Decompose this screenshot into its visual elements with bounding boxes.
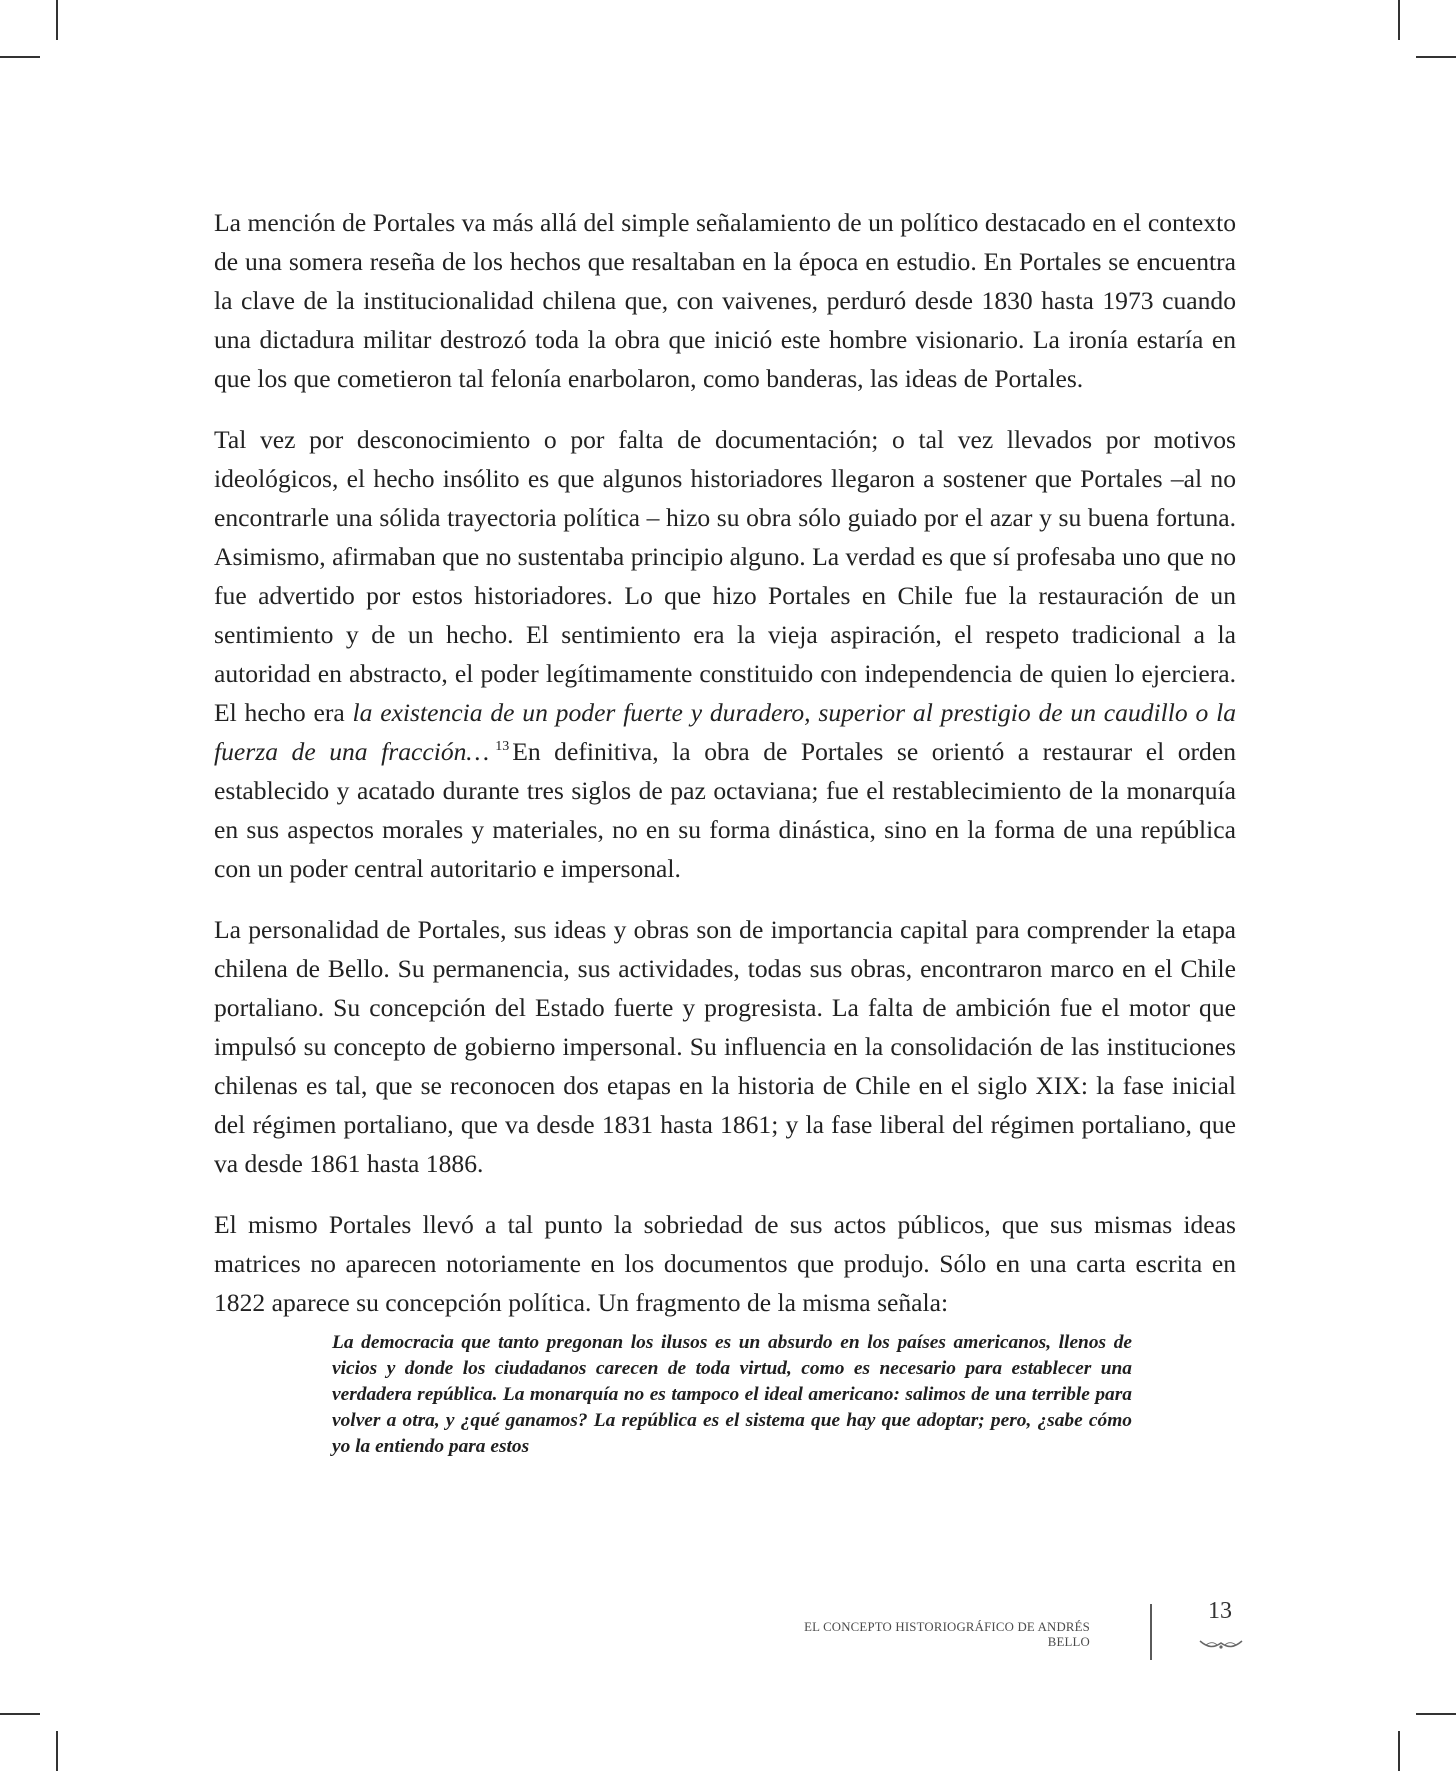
- crop-mark-top-left-horizontal: [0, 56, 40, 58]
- paragraph-sobriety: El mismo Portales llevó a tal punto la sobriedad de sus actos públicos, que sus mismas ideas matrices no aparecen notoriamente en los documentos que produjo. Sólo en una carta escrita en 1822 aparece su concepción política. Un fragmento de la misma señala:: [214, 1210, 1236, 1317]
- crop-mark-bottom-left-horizontal: [0, 1713, 40, 1715]
- paragraph-historians: [214, 420, 1236, 888]
- footnote-marker[interactable]: 13: [495, 739, 510, 754]
- crop-mark-bottom-right-horizontal: [1416, 1713, 1456, 1715]
- page-number: 13: [1208, 1598, 1232, 1624]
- crop-mark-top-left-vertical: [56, 0, 58, 40]
- block-quote-letter: La democracia que tanto pregonan los ilusos es un absurdo en los países americanos, llenos de vicios y donde los ciudadanos carecen de toda virtud, como es necesario para establecer una verdadera república. La monarquía no es tampoco el ideal americano: salimos de una terrible para volver a otra, y ¿qué ganamos? La república es el sistema que hay que adoptar; pero, ¿sabe cómo yo la entiendo para estos: [332, 1332, 1132, 1457]
- crop-mark-bottom-left-vertical: [56, 1731, 58, 1771]
- crop-mark-top-right-vertical: [1398, 0, 1400, 40]
- running-footer-title: EL CONCEPTO HISTORIOGRÁFICO DE ANDRÉS BELLO: [804, 1620, 1090, 1649]
- crop-mark-bottom-right-vertical: [1398, 1731, 1400, 1771]
- page-body: [214, 203, 1236, 1460]
- paragraph-personality: La personalidad de Portales, sus ideas y obras son de importancia capital para comprender la etapa chilena de Bello. Su permanencia, sus actividades, todas sus obras, encontraron marco en el Chile portaliano. Su concepción del Estado fuerte y progresista. La falta de ambición fue el motor que impulsó su concepto de gobierno impersonal. Su influencia en la consolidación de las instituciones chilenas es tal, que se reconocen dos etapas en la historia de Chile en el siglo XIX: la fase inicial del régimen portaliano, que va desde 1831 hasta 1861; y la fase liberal del régimen portaliano, que va desde 1861 hasta 1886.: [214, 915, 1236, 1178]
- paragraph-portales-mention: La mención de Portales va más allá del simple señalamiento de un político destacado en el contexto de una somera reseña de los hechos que resaltaban en la época en estudio. En Portales se encuentra la clave de la institucionalidad chilena que, con vaivenes, perduró desde 1830 hasta 1973 cuando una dictadura militar destrozó toda la obra que inició este hombre visionario. La ironía estaría en que los que cometieron tal felonía enarbolaron, como banderas, las ideas de Portales.: [214, 208, 1236, 393]
- footer-divider: [1150, 1604, 1152, 1660]
- paragraph-historians-text-after: En definitiva, la obra de Portales se orientó a restaurar el orden establecido y acatado durante tres siglos de paz octaviana; fue el restablecimiento de la monarquía en sus aspectos morales y materiales, no en su forma dinástica, sino en la forma de una república con un poder central autoritario e impersonal.: [214, 737, 1237, 883]
- crop-mark-top-right-horizontal: [1416, 56, 1456, 58]
- paragraph-historians-italic: la existencia de un poder fuerte y duradero, superior al prestigio de un caudillo o la fuerza de una fracción…: [214, 698, 1236, 766]
- paragraph-historians-text-before: Tal vez por desconocimiento o por falta de documentación; o tal vez llevados por motivos ideológicos, el hecho insólito es que algunos historiadores llegaron a sostener que Portales –al no encontrarle una sólida trayectoria política – hizo su obra sólo guiado por el azar y su buena fortuna. Asimismo, afirmaban que no sustentaba principio alguno. La verdad es que sí profesaba uno que no fue advertido por estos historiadores. Lo que hizo Portales en Chile fue la restauración de un sentimiento y de un hecho. El sentimiento era la vieja aspiración, el respeto tradicional a la autoridad en abstracto, el poder legítimamente constituido con independencia de quien lo ejerciera. El hecho era: [214, 425, 1236, 727]
- flourish-ornament-icon: [1198, 1636, 1244, 1652]
